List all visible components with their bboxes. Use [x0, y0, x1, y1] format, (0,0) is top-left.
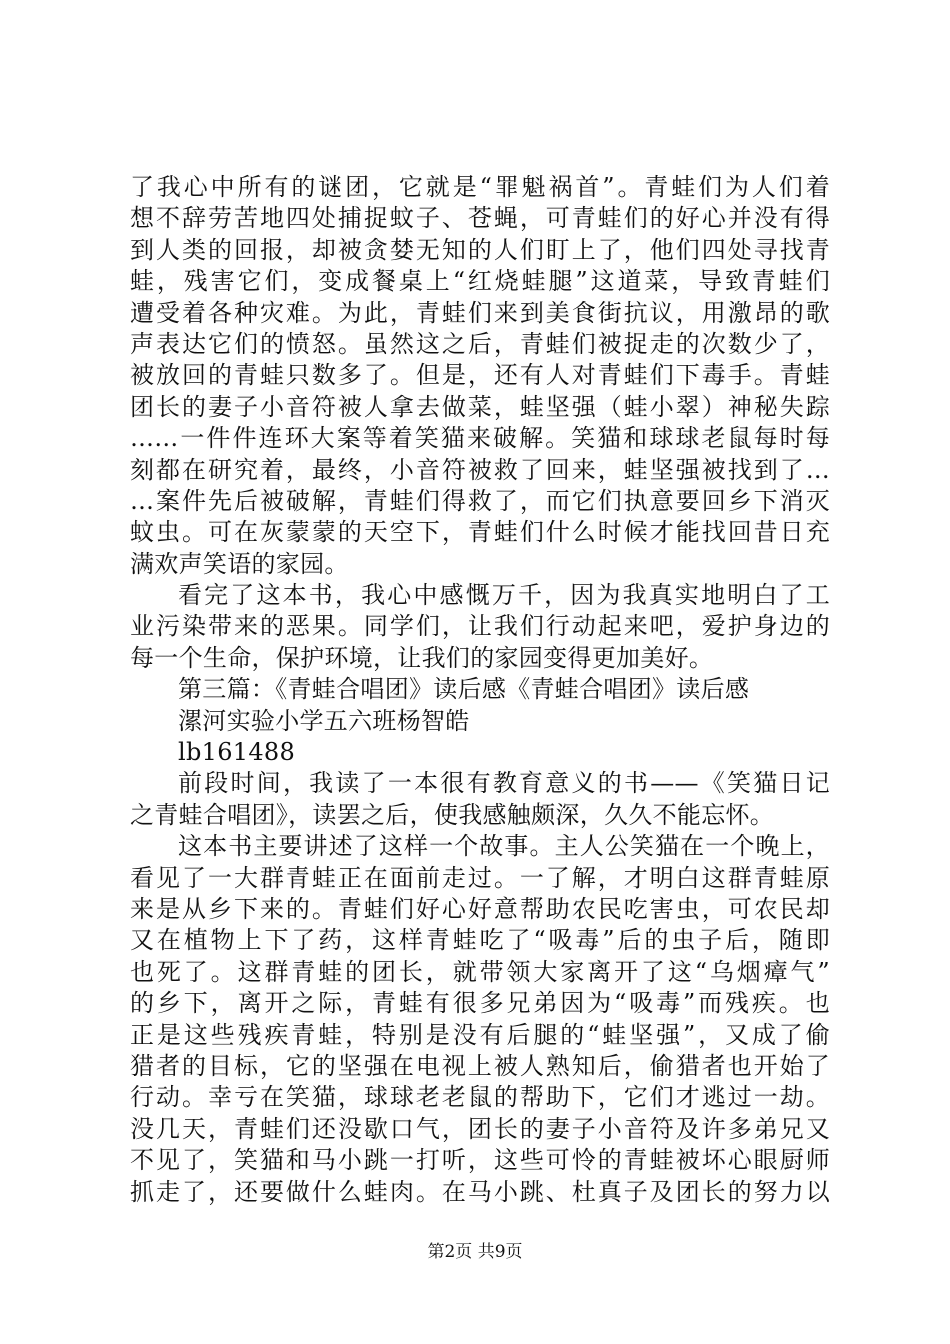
text-line: 看完了这本书，我心中感慨万千，因为我真实地明白了工 — [178, 581, 830, 610]
text-line: 声表达它们的愤怒。虽然这之后，青蛙们被捉走的次数少了， — [130, 329, 830, 358]
text-line: 蛙，残害它们，变成餐桌上“红烧蛙腿”这道菜，导致青蛙们 — [130, 267, 830, 296]
text-line: 正是这些残疾青蛙，特别是没有后腿的“蛙坚强”，又成了偷 — [130, 1020, 830, 1049]
text-line: 了我心中所有的谜团，它就是“罪魁祸首”。青蛙们为人们着 — [130, 173, 830, 201]
text-line: 业污染带来的恶果。同学们，让我们行动起来吧，爱护身边的 — [130, 612, 830, 641]
text-line: 蚊虫。可在灰蒙蒙的天空下，青蛙们什么时候才能找回昔日充 — [130, 518, 830, 547]
text-line: 也死了。这群青蛙的团长，就带领大家离开了这“乌烟瘴气” — [130, 957, 830, 986]
text-line: 猎者的目标，它的坚强在电视上被人熟知后，偷猎者也开始了 — [130, 1051, 830, 1080]
text-line: 抓走了，还要做什么蛙肉。在马小跳、杜真子及团长的努力以 — [130, 1177, 830, 1206]
text-line: 第三篇：《青蛙合唱团》读后感《青蛙合唱团》读后感 — [178, 675, 750, 704]
text-line: 想不辞劳苦地四处捕捉蚊子、苍蝇，可青蛙们的好心并没有得 — [130, 204, 830, 233]
text-line: 刻都在研究着，最终，小音符被救了回来，蛙坚强被找到了… — [130, 455, 830, 484]
text-line: 来是从乡下来的。青蛙们好心好意帮助农民吃害虫，可农民却 — [130, 894, 830, 923]
text-line: 被放回的青蛙只数多了。但是，还有人对青蛙们下毒手。青蛙 — [130, 361, 830, 390]
text-line: …案件先后被破解，青蛙们得救了，而它们执意要回乡下消灭 — [130, 486, 830, 515]
text-line: 前段时间，我读了一本很有教育意义的书——《笑猫日记 — [178, 769, 830, 798]
document-body — [130, 172, 830, 1208]
text-line: ……一件件连环大案等着笑猫来破解。笑猫和球球老鼠每时每 — [130, 424, 830, 453]
text-line: 满欢声笑语的家园。 — [130, 549, 349, 578]
page-footer: 第2页 共9页 — [427, 1242, 523, 1262]
text-line: 看见了一大群青蛙正在面前走过。一了解，才明白这群青蛙原 — [130, 863, 830, 892]
text-line: lb161488 — [178, 738, 296, 767]
text-line: 到人类的回报，却被贪婪无知的人们盯上了，他们四处寻找青 — [130, 235, 830, 264]
text-line: 每一个生命，保护环境，让我们的家园变得更加美好。 — [130, 643, 714, 672]
text-line: 不见了，笑猫和马小跳一打听，这些可怜的青蛙被坏心眼厨师 — [130, 1146, 830, 1175]
text-line: 之青蛙合唱团》，读罢之后，使我感触颇深，久久不能忘怀。 — [130, 800, 775, 829]
text-line: 遭受着各种灾难。为此，青蛙们来到美食街抗议，用激昂的歌 — [130, 298, 830, 327]
text-line: 又在植物上下了药，这样青蛙吃了“吸毒”后的虫子后，随即 — [130, 926, 830, 955]
text-line: 行动。幸亏在笑猫，球球老老鼠的帮助下，它们才逃过一劫。 — [130, 1083, 830, 1112]
text-line: 的乡下，离开之际，青蛙有很多兄弟因为“吸毒”而残疾。也 — [130, 989, 830, 1018]
text-line: 团长的妻子小音符被人拿去做菜，蛙坚强（蛙小翠）神秘失踪 — [130, 392, 830, 421]
text-line: 漯河实验小学五六班杨智皓 — [178, 706, 470, 735]
text-line: 这本书主要讲述了这样一个故事。主人公笑猫在一个晚上， — [178, 832, 830, 861]
text-line: 没几天，青蛙们还没歇口气，团长的妻子小音符及许多弟兄又 — [130, 1114, 830, 1143]
